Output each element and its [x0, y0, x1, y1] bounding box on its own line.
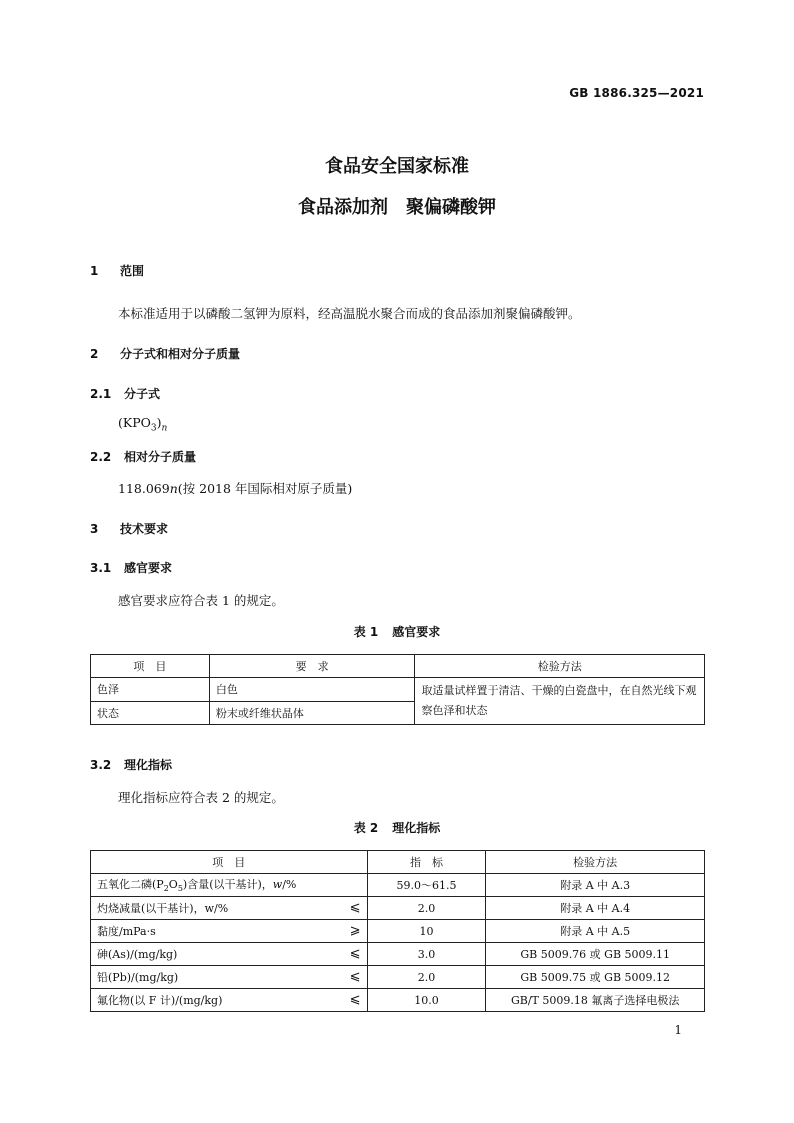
formula-subscript: 3 [150, 423, 157, 434]
table-row [91, 874, 705, 897]
section-3-1-heading [90, 559, 172, 576]
item-text: /% [282, 878, 297, 892]
item-cell [91, 874, 368, 897]
table-row [91, 943, 705, 966]
value-cell: 10.0 [367, 989, 486, 1012]
section-3-1-text: 感官要求应符合表 1 的规定。 [118, 593, 284, 608]
less-equal-symbol: ⩽ [349, 900, 361, 915]
method-cell: 附录 A 中 A.5 [486, 920, 705, 943]
item-text: 灼烧减量(以干基计)，w/% [97, 902, 229, 915]
table-caption: 理化指标 [392, 821, 441, 835]
section-title: 理化指标 [124, 758, 173, 772]
section-number: 3.1 [90, 561, 112, 575]
section-title: 相对分子质量 [124, 450, 197, 464]
section-2-1-heading [90, 385, 160, 402]
table-row [91, 897, 705, 920]
method-cell: GB 5009.76 或 GB 5009.11 [486, 943, 705, 966]
greater-equal-symbol: ⩾ [349, 923, 361, 938]
item-text: O [168, 878, 178, 892]
less-equal-symbol: ⩽ [349, 969, 361, 984]
section-3-2-heading [90, 756, 172, 773]
section-title: 感官要求 [124, 561, 173, 575]
section-3-heading [90, 520, 168, 537]
item-text: w [272, 878, 283, 892]
header-cell: 项 目 [91, 655, 210, 678]
less-equal-symbol: ⩽ [349, 992, 361, 1007]
document-subtitle: 食品添加剂 聚偏磷酸钾 [298, 197, 496, 218]
section-number: 2.2 [90, 450, 112, 464]
table-number: 表 1 [353, 625, 379, 639]
formula-prefix: (KPO [118, 415, 151, 430]
section-number: 2.1 [90, 387, 112, 401]
method-cell: 附录 A 中 A.4 [486, 897, 705, 920]
item-text: )含量(以干基计)， [182, 878, 273, 892]
document-title: 食品安全国家标准 [325, 156, 469, 177]
section-1-heading [90, 262, 144, 279]
mass-note: (按 2018 年国际相对原子质量) [177, 481, 353, 496]
section-number: 3.2 [90, 758, 112, 772]
item-cell: 色泽 [91, 678, 210, 702]
subscript: 2 [163, 884, 169, 894]
table-row [91, 989, 705, 1012]
section-title: 分子式和相对分子质量 [120, 347, 241, 361]
value-cell: 2.0 [367, 966, 486, 989]
section-2-2-heading [90, 448, 196, 465]
item-cell [91, 989, 368, 1012]
subscript: 5 [177, 884, 183, 894]
section-number: 3 [90, 522, 99, 536]
table-number: 表 2 [353, 821, 379, 835]
section-number: 2 [90, 347, 99, 361]
header-cell: 检验方法 [415, 655, 705, 678]
item-cell [91, 966, 368, 989]
header-cell: 检验方法 [486, 851, 705, 874]
table-2 [90, 850, 705, 1012]
table-2-caption [0, 819, 794, 836]
item-text: 五氧化二磷(P [97, 878, 164, 892]
table-caption: 感官要求 [392, 625, 441, 639]
mass-n: n [169, 481, 178, 496]
formula-n: n [161, 423, 168, 434]
table-1 [90, 654, 705, 725]
header-cell: 要 求 [209, 655, 415, 678]
value-cell: 10 [367, 920, 486, 943]
item-cell [91, 920, 368, 943]
section-title: 范围 [120, 264, 145, 278]
section-2-heading [90, 345, 240, 362]
method-cell: 附录 A 中 A.3 [486, 874, 705, 897]
table-row [91, 920, 705, 943]
section-1-text: 本标准适用于以磷酸二氢钾为原料，经高温脱水聚合而成的食品添加剂聚偏磷酸钾。 [118, 306, 581, 321]
table-1-caption [0, 623, 794, 640]
item-text: 氟化物(以 F 计)/(mg/kg) [97, 994, 223, 1007]
page-number: 1 [674, 1023, 682, 1037]
molecular-formula [118, 415, 167, 434]
table-row [91, 966, 705, 989]
value-cell: 3.0 [367, 943, 486, 966]
item-cell [91, 943, 368, 966]
section-3-2-text: 理化指标应符合表 2 的规定。 [118, 790, 284, 805]
header-cell: 项 目 [91, 851, 368, 874]
method-cell: GB/T 5009.18 氟离子选择电极法 [486, 989, 705, 1012]
table-header-row [91, 851, 705, 874]
header-cell: 指 标 [367, 851, 486, 874]
requirement-cell: 白色 [209, 678, 415, 702]
less-equal-symbol: ⩽ [349, 946, 361, 961]
table-header-row [91, 655, 705, 678]
section-title: 分子式 [124, 387, 161, 401]
method-cell: 取适量试样置于清洁、干燥的白瓷盘中，在自然光线下观察色泽和状态 [415, 678, 705, 725]
value-cell: 2.0 [367, 897, 486, 920]
item-text: 铅(Pb)/(mg/kg) [97, 971, 179, 984]
value-cell: 59.0～61.5 [367, 874, 486, 897]
section-number: 1 [90, 264, 99, 278]
item-text: 黏度/mPa·s [97, 925, 156, 938]
formula-suffix: ) [156, 415, 162, 430]
item-cell: 状态 [91, 701, 210, 725]
section-title: 技术要求 [120, 522, 169, 536]
table-row [91, 678, 705, 702]
requirement-cell: 粉末或纤维状晶体 [209, 701, 415, 725]
mass-value: 118.069 [118, 481, 170, 496]
molecular-mass [118, 479, 352, 497]
standard-code: GB 1886.325—2021 [569, 86, 704, 100]
method-cell: GB 5009.75 或 GB 5009.12 [486, 966, 705, 989]
item-cell [91, 897, 368, 920]
item-text: 砷(As)/(mg/kg) [97, 948, 178, 961]
